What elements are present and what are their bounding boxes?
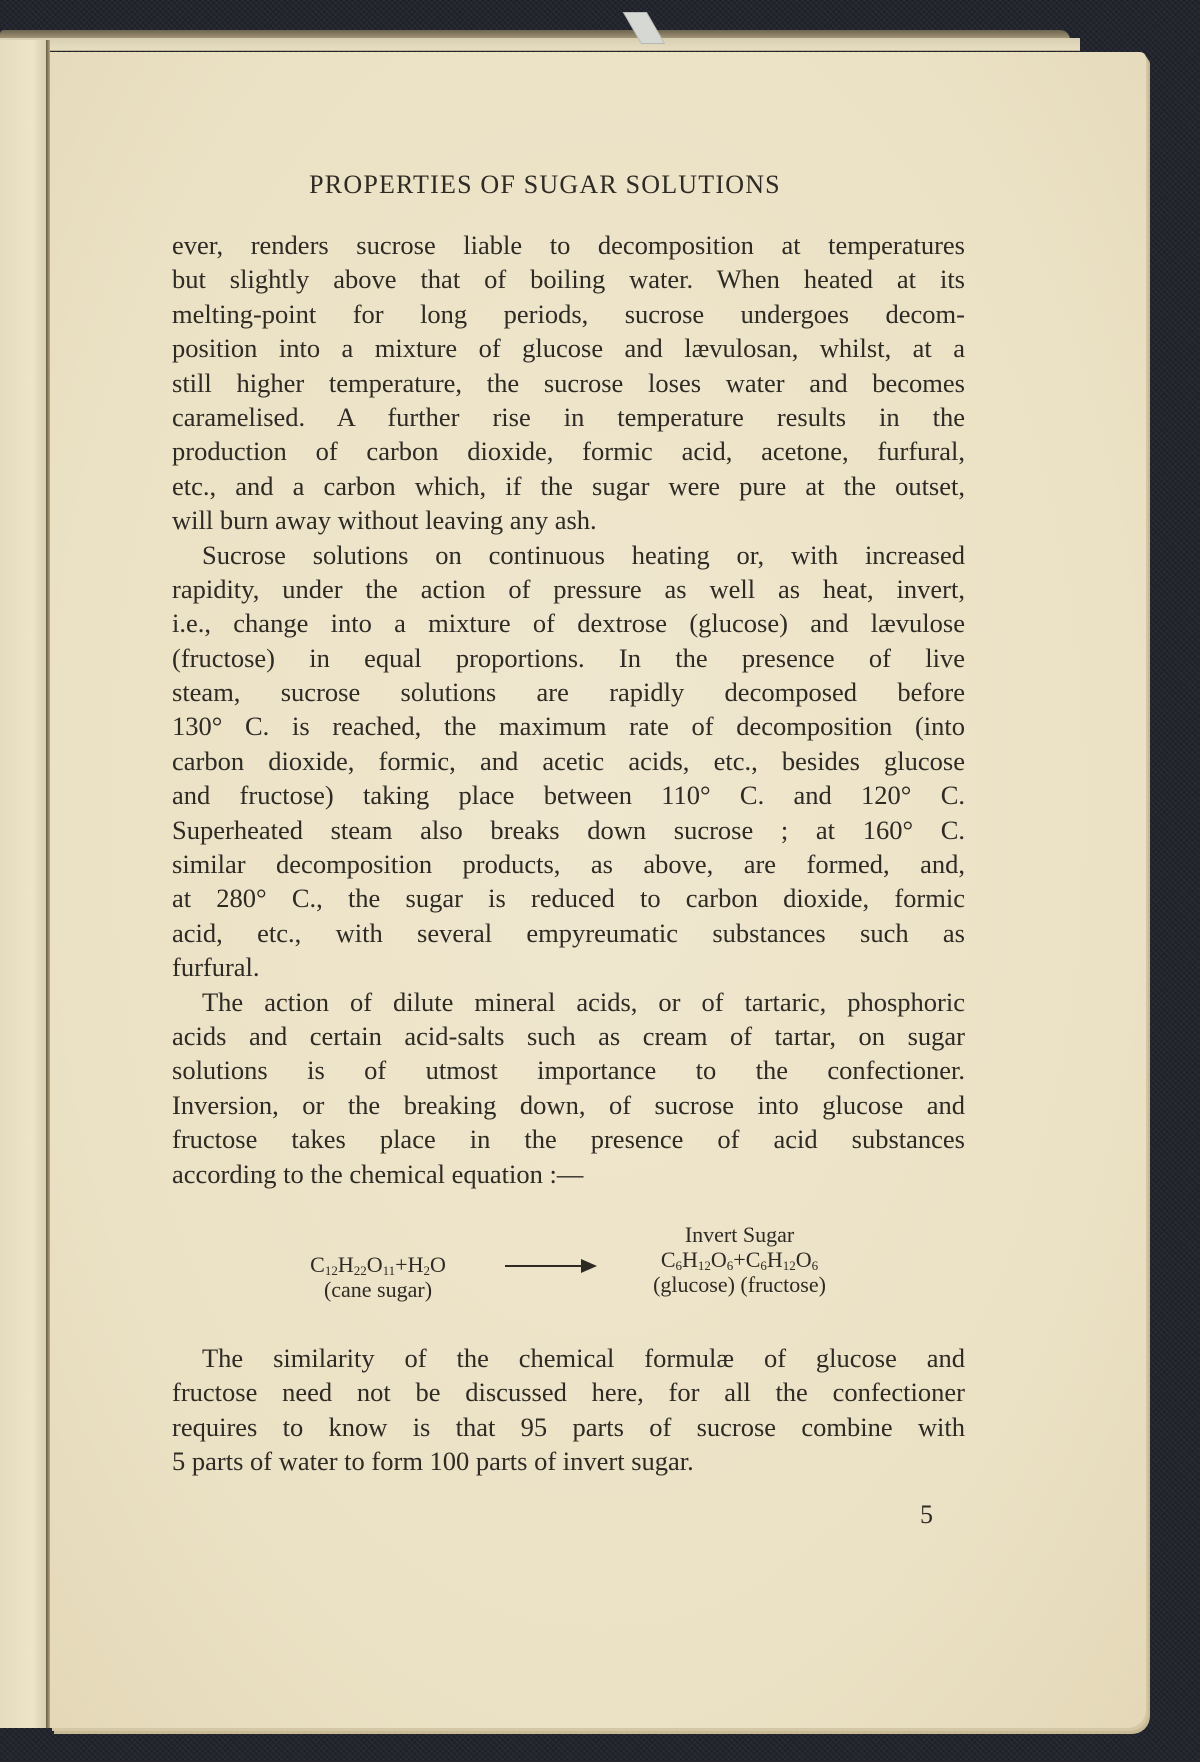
- text-line: steam, sucrose solutions are rapidly decomposed before: [172, 677, 965, 708]
- text-line: and fructose) taking place between 110° C. and 120° C.: [172, 780, 965, 811]
- text-line: acid, etc., with several empyreumatic substances such as: [172, 917, 965, 948]
- text-line: acids and certain acid-salts such as cream of tartar, on sugar: [172, 1020, 965, 1051]
- equation-products: [632, 1222, 847, 1297]
- text-line: ever, renders sucrose liable to decomposition at temperatures: [172, 230, 965, 260]
- text-line: The action of dilute mineral acids, or of tartaric, phosphoric: [202, 986, 965, 1017]
- text-line: etc., and a carbon which, if the sugar were pure at the outset,: [172, 470, 965, 501]
- text-line: still higher temperature, the sucrose loses water and becomes: [172, 367, 965, 398]
- text-line: according to the chemical equation :—: [172, 1158, 584, 1189]
- equation-reactants: [283, 1252, 473, 1302]
- text-line: Sucrose solutions on continuous heating or, with increased: [202, 539, 965, 570]
- text-line: position into a mixture of glucose and lævulosan, whilst, at a: [172, 333, 965, 364]
- text-line: requires to know is that 95 parts of sucrose combine with: [172, 1411, 965, 1442]
- chemical-equation: [0, 1222, 1200, 1312]
- running-head: PROPERTIES OF SUGAR SOLUTIONS: [309, 170, 781, 199]
- text-line: i.e., change into a mixture of dextrose (glucose) and lævulose: [172, 608, 965, 639]
- text-line: solutions is of utmost importance to the confectioner.: [172, 1055, 965, 1086]
- text-line: similar decomposition products, as above, are formed, and,: [172, 849, 965, 880]
- text-line: carbon dioxide, formic, and acetic acids, etc., besides glucose: [172, 745, 965, 776]
- reactants-label: (cane sugar): [323, 1277, 433, 1302]
- products-heading: Invert Sugar: [684, 1222, 795, 1247]
- text-line: fructose need not be discussed here, for all the confectioner: [172, 1377, 965, 1408]
- body-text: [172, 228, 965, 1191]
- text-line: 130° C. is reached, the maximum rate of decomposition (into: [172, 711, 965, 742]
- text-line: The similarity of the chemical formulæ of glucose and: [202, 1343, 965, 1373]
- text-line: rapidity, under the action of pressure as well as heat, invert,: [172, 573, 965, 604]
- text-line: Superheated steam also breaks down sucrose ; at 160° C.: [172, 814, 965, 845]
- products-label: (glucose) (fructose): [653, 1272, 826, 1297]
- text-line: but slightly above that of boiling water. When heated at its: [172, 264, 965, 295]
- text-line: (fructose) in equal proportions. In the presence of live: [172, 642, 965, 673]
- reaction-arrow-icon: [505, 1265, 595, 1267]
- page-number: 5: [920, 1500, 933, 1529]
- facing-page-edge: [0, 40, 46, 1728]
- reactants-formula: $C_{12}H_{22}O_{11}+H_2O$: [310, 1252, 446, 1278]
- text-line: furfural.: [172, 952, 260, 983]
- text-line: 5 parts of water to form 100 parts of invert sugar.: [172, 1446, 694, 1477]
- text-line: production of carbon dioxide, formic acid, acetone, furfural,: [172, 436, 965, 467]
- text-line: at 280° C., the sugar is reduced to carbon dioxide, formic: [172, 883, 965, 914]
- text-line: Inversion, or the breaking down, of sucrose into glucose and: [172, 1089, 965, 1120]
- text-line: fructose takes place in the presence of acid substances: [172, 1124, 965, 1155]
- closing-paragraph: [172, 1341, 965, 1479]
- text-line: caramelised. A further rise in temperature results in the: [172, 401, 965, 432]
- text-line: will burn away without leaving any ash.: [172, 505, 597, 536]
- page-edges: [0, 38, 1080, 51]
- text-line: melting-point for long periods, sucrose undergoes decom-: [172, 298, 965, 329]
- products-formula: $C_6H_{12}O_6+C_6H_{12}O_6$: [660, 1247, 819, 1273]
